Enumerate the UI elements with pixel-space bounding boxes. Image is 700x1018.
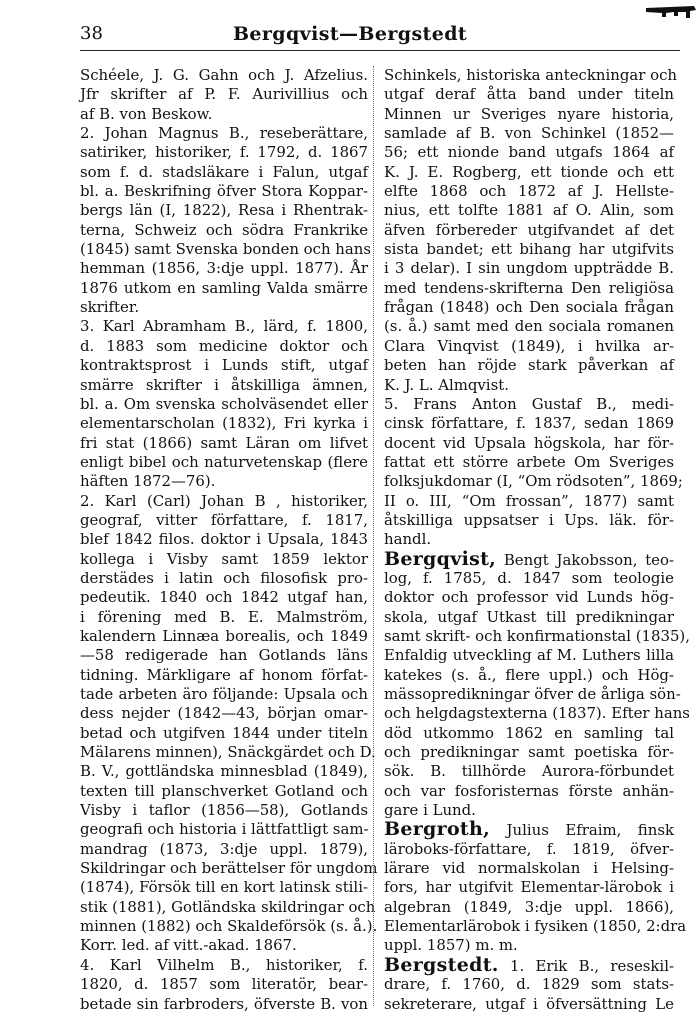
text-line bbox=[384, 511, 674, 530]
line-text: samlade af B. von Schinkel (1852— bbox=[384, 124, 674, 143]
line-text: beten han röjde stark påverkan af bbox=[384, 356, 674, 375]
line-text: tade arbeten äro följande: Upsala och bbox=[80, 685, 368, 703]
text-line bbox=[80, 608, 368, 627]
text-line bbox=[384, 547, 674, 570]
text-line bbox=[384, 685, 681, 704]
line-text: Skildringar och berättelser för ungdom bbox=[80, 859, 378, 878]
text-line bbox=[384, 588, 674, 607]
line-text: elementarscholan (1832), Fri kyrka i bbox=[80, 414, 368, 433]
line-text: 2. Johan Magnus B., reseberättare, bbox=[80, 124, 368, 143]
text-line bbox=[80, 936, 368, 955]
line-text: cinsk författare, f. 1837, sedan 1869 bbox=[384, 414, 674, 433]
line-text: fors, har utgifvit Elementar-lärobok i bbox=[384, 878, 674, 897]
text-line bbox=[80, 182, 368, 201]
line-text: blef 1842 filos. doktor i Upsala, 1843 bbox=[80, 530, 368, 549]
line-text: som f. d. stadsläkare i Falun, utgaf bbox=[80, 162, 368, 181]
text-line bbox=[80, 801, 368, 820]
line-text: Jfr skrifter af P. F. Aurivillius och bbox=[80, 85, 368, 104]
line-text: skola, utgaf Utkast till predikningar bbox=[384, 607, 674, 626]
text-line bbox=[80, 762, 368, 781]
line-text: enligt bibel och naturvetenskap (flere bbox=[80, 452, 368, 471]
line-text: geografi och historia i lättfattligt sam- bbox=[80, 820, 369, 839]
line-text: häften 1872—76). bbox=[80, 472, 216, 491]
line-text: K. J. E. Rogberg, ett tionde och ett bbox=[384, 162, 674, 181]
text-line bbox=[80, 685, 368, 704]
line-text: Mälarens minnen), Snäckgärdet och D. bbox=[80, 743, 376, 762]
line-text: B. V., gottländska minnesblad (1849), bbox=[80, 762, 368, 781]
line-text: Minnen ur Sveriges nyare historia, bbox=[384, 104, 674, 123]
line-text: mandrag (1873, 3:dje uppl. 1879), bbox=[80, 839, 368, 858]
text-line bbox=[384, 240, 674, 259]
text-line bbox=[80, 317, 368, 336]
line-text: och predikningar samt poetiska för- bbox=[384, 743, 674, 762]
line-text: Korr. led. af vitt.-akad. 1867. bbox=[80, 936, 297, 955]
line-text: katekes (s. å., flere uppl.) och Hög- bbox=[384, 665, 674, 684]
text-line bbox=[80, 897, 376, 917]
text-line bbox=[80, 511, 368, 530]
running-head: Bergqvist—Bergstedt bbox=[232, 23, 468, 45]
text-line bbox=[384, 143, 674, 162]
line-text: dess nejder (1842—43, början omar- bbox=[80, 704, 368, 723]
text-line bbox=[80, 376, 368, 395]
text-line bbox=[384, 898, 674, 917]
text-line bbox=[384, 626, 690, 646]
line-text: 1. Erik B., reseskil- bbox=[498, 956, 674, 975]
line-text: hemman (1856, 3:dje uppl. 1877). År bbox=[80, 259, 368, 278]
line-text: (1874), Försök till en kort latinsk stili- bbox=[80, 878, 368, 897]
line-text: pedeutik. 1840 och 1842 utgaf han, bbox=[80, 588, 368, 607]
line-text: algebran (1849, 3:dje uppl. 1866), bbox=[384, 897, 674, 916]
line-text: 3. Karl Abramham B., lärd, f. 1800, bbox=[80, 317, 368, 336]
text-line bbox=[80, 143, 368, 162]
text-line bbox=[80, 995, 368, 1014]
line-text: Enfaldig utveckling af M. Luthers lilla bbox=[384, 646, 674, 665]
text-line bbox=[384, 105, 674, 124]
text-line bbox=[384, 878, 674, 897]
text-line bbox=[384, 975, 674, 994]
line-text: åtskilliga uppsatser i Ups. läk. för- bbox=[384, 510, 674, 529]
text-line bbox=[80, 627, 368, 646]
line-text: nius, ett tolfte 1881 af O. Alin, som bbox=[384, 201, 674, 220]
line-text: mässopredikningar öfver de årliga sön- bbox=[384, 685, 681, 703]
line-text: i 3 delar). I sin ungdom uppträdde B. bbox=[384, 259, 674, 278]
text-line bbox=[80, 530, 368, 549]
text-line bbox=[80, 472, 368, 491]
text-line bbox=[384, 840, 674, 859]
text-line bbox=[80, 105, 368, 124]
line-text: 56; ett nionde band utgafs 1864 af bbox=[384, 143, 674, 162]
corner-ink-mark bbox=[640, 2, 700, 22]
text-line bbox=[80, 704, 368, 723]
text-line bbox=[80, 646, 368, 665]
line-text: tidning. Märkligare af honom förfat- bbox=[80, 665, 368, 684]
line-text: fattat ett större arbete Om Sveriges bbox=[384, 452, 674, 471]
text-line bbox=[384, 666, 674, 685]
line-text: skrifter. bbox=[80, 298, 140, 317]
line-text: äfven förbereder utgifvandet af det bbox=[384, 220, 674, 239]
text-line bbox=[80, 453, 368, 472]
line-text: frågan (1848) och Den sociala frågan bbox=[384, 298, 674, 317]
text-line bbox=[384, 395, 674, 414]
line-text: sök. B. tillhörde Aurora-förbundet bbox=[384, 762, 674, 781]
text-line bbox=[80, 279, 368, 298]
text-line bbox=[384, 762, 674, 781]
line-text: Elementarlärobok i fysiken (1850, 2:dra bbox=[384, 917, 687, 936]
entry-headword: Bergstedt. bbox=[384, 953, 499, 976]
text-line bbox=[384, 317, 674, 336]
text-line bbox=[80, 85, 368, 104]
line-text: satiriker, historiker, f. 1792, d. 1867 bbox=[80, 143, 368, 162]
line-text: geograf, vitter författare, f. 1817, bbox=[80, 510, 368, 529]
line-text: död utkommo 1862 en samling tal bbox=[384, 723, 674, 742]
line-text: betad och utgifven 1844 under titeln bbox=[80, 723, 368, 742]
entry-headword: Bergroth, bbox=[384, 818, 491, 841]
line-text: d. 1883 som medicine doktor och bbox=[80, 336, 368, 355]
text-line bbox=[80, 743, 376, 762]
line-text: kollega i Visby samt 1859 lektor bbox=[80, 549, 368, 568]
text-line bbox=[80, 163, 368, 182]
text-line bbox=[384, 492, 674, 511]
line-text: bl. a. Beskrifning öfver Stora Koppar- bbox=[80, 182, 368, 201]
text-line bbox=[80, 588, 368, 607]
line-text: bergs län (I, 1822), Resa i Rhentrak- bbox=[80, 201, 368, 220]
page-number: 38 bbox=[80, 23, 103, 44]
text-line bbox=[80, 337, 368, 356]
right-column bbox=[384, 66, 690, 1014]
text-line bbox=[80, 956, 368, 975]
text-line bbox=[80, 820, 368, 839]
line-text: elfte 1868 och 1872 af J. Hellste- bbox=[384, 182, 674, 201]
line-text: kontraktsprost i Lunds stift, utgaf bbox=[80, 356, 368, 375]
text-line bbox=[80, 975, 368, 994]
text-line bbox=[80, 492, 368, 511]
line-text: II o. III, “Om frossan”, 1877) samt bbox=[384, 491, 674, 510]
line-text: log, f. 1785, d. 1847 som teologie bbox=[384, 568, 674, 587]
line-text: sekreterare, utgaf i öfversättning Le bbox=[384, 994, 674, 1013]
text-line bbox=[384, 859, 674, 878]
line-text: 1876 utkom en samling Valda smärre bbox=[80, 278, 368, 297]
text-line bbox=[384, 743, 674, 762]
column-divider bbox=[373, 66, 374, 1006]
line-text: Visby i taflor (1856—58), Gotlands bbox=[80, 801, 368, 820]
text-line bbox=[384, 124, 674, 143]
line-text: 5. Frans Anton Gustaf B., medi- bbox=[384, 394, 674, 413]
text-line bbox=[384, 608, 674, 627]
line-text: docent vid Upsala högskola, har för- bbox=[384, 433, 674, 452]
line-text: terna, Schweiz och södra Frankrike bbox=[80, 220, 368, 239]
line-text: sista bandet; ett bihang har utgifvits bbox=[384, 240, 674, 259]
line-text: och helgdagstexterna (1837). Efter hans bbox=[384, 704, 690, 723]
text-line bbox=[384, 376, 674, 395]
text-line bbox=[80, 66, 368, 85]
text-line bbox=[384, 414, 674, 433]
text-line bbox=[80, 221, 368, 240]
text-line bbox=[384, 356, 674, 375]
text-line bbox=[384, 453, 674, 472]
text-line bbox=[384, 569, 674, 588]
line-text: bl. a. Om svenska scholväsendet eller bbox=[80, 394, 368, 413]
text-line bbox=[80, 298, 368, 317]
line-text: (1845) samt Svenska bonden och hans bbox=[80, 240, 371, 259]
line-text: K. J. L. Almqvist. bbox=[384, 375, 509, 394]
header-rule bbox=[80, 50, 680, 51]
line-text: samt skrift- och konfirmationstal (1835), bbox=[384, 626, 690, 645]
line-text: Clara Vinqvist (1849), i hvilka ar- bbox=[384, 336, 674, 355]
entry-headword: Bergqvist, bbox=[384, 547, 497, 570]
text-line bbox=[80, 201, 368, 220]
line-text: texten till planschverket Gotland och bbox=[80, 781, 368, 800]
text-line bbox=[384, 820, 674, 839]
text-line bbox=[80, 124, 368, 143]
line-text: med tendens-skrifterna Den religiösa bbox=[384, 278, 674, 297]
text-line bbox=[384, 259, 674, 278]
text-line bbox=[80, 414, 368, 433]
text-line bbox=[80, 434, 368, 453]
text-line bbox=[384, 163, 674, 182]
line-text: gare i Lund. bbox=[384, 801, 476, 820]
line-text: stik (1881), Gotländska skildringar och bbox=[80, 897, 376, 916]
text-line bbox=[384, 182, 674, 201]
line-text: Bengt Jakobsson, teo- bbox=[496, 550, 674, 569]
page-header bbox=[0, 0, 700, 50]
line-text: fri stat (1866) samt Läran om lifvet bbox=[80, 433, 368, 452]
text-line bbox=[80, 666, 368, 685]
line-text: 2. Karl (Carl) Johan B , historiker, bbox=[80, 491, 368, 510]
line-text: i förening med B. E. Malmström, bbox=[80, 607, 368, 626]
text-line bbox=[384, 704, 690, 723]
left-column bbox=[80, 66, 378, 1014]
text-line bbox=[80, 550, 368, 569]
line-text: smärre skrifter i åtskilliga ämnen, bbox=[80, 375, 368, 394]
text-line bbox=[384, 434, 674, 453]
text-line bbox=[80, 724, 368, 743]
text-line bbox=[384, 995, 674, 1014]
text-line bbox=[384, 201, 674, 220]
text-line bbox=[80, 569, 368, 588]
text-line bbox=[80, 782, 368, 801]
text-line bbox=[80, 859, 378, 878]
line-text: uppl. 1857) m. m. bbox=[384, 936, 518, 955]
line-text: handl. bbox=[384, 530, 432, 549]
text-line bbox=[384, 337, 674, 356]
line-text: Julius Efraim, finsk bbox=[490, 821, 674, 840]
line-text: —58 redigerade han Gotlands läns bbox=[80, 646, 368, 665]
line-text: lärare vid normalskolan i Helsing- bbox=[384, 859, 674, 878]
text-line bbox=[384, 298, 674, 317]
line-text: 1820, d. 1857 som literatör, bear- bbox=[80, 975, 368, 994]
text-line bbox=[384, 66, 678, 85]
text-line bbox=[384, 221, 674, 240]
text-line bbox=[384, 646, 674, 665]
text-line bbox=[80, 395, 368, 414]
line-text: minnen (1882) och Skaldeförsök (s. å.). bbox=[80, 917, 378, 936]
text-line bbox=[384, 472, 683, 491]
line-text: (s. å.) samt med den sociala romanen bbox=[384, 317, 674, 336]
text-line bbox=[384, 953, 674, 976]
line-text: af B. von Beskow. bbox=[80, 104, 213, 123]
line-text: doktor och professor vid Lunds hög- bbox=[384, 588, 674, 607]
line-text: 4. Karl Vilhelm B., historiker, f. bbox=[80, 955, 368, 974]
line-text: betade sin farbroders, öfverste B. von bbox=[80, 994, 368, 1013]
text-line bbox=[384, 85, 674, 104]
line-text: drare, f. 1760, d. 1829 som stats- bbox=[384, 975, 674, 994]
text-line bbox=[80, 240, 371, 259]
text-line bbox=[384, 724, 674, 743]
text-line bbox=[80, 917, 378, 936]
line-text: folksjukdomar (I, “Om rödsoten”, 1869; bbox=[384, 472, 683, 491]
line-text: Schinkels, historiska anteckningar och bbox=[384, 66, 678, 84]
line-text: Schéele, J. G. Gahn och J. Afzelius. bbox=[80, 66, 368, 84]
text-line bbox=[80, 259, 368, 278]
line-text: kalendern Linnæa borealis, och 1849 bbox=[80, 626, 368, 645]
line-text: derstädes i latin och filosofisk pro- bbox=[80, 568, 368, 587]
text-line bbox=[80, 840, 368, 859]
line-text: utgaf deraf åtta band under titeln bbox=[384, 85, 674, 104]
text-line bbox=[384, 917, 687, 936]
text-line bbox=[80, 878, 368, 897]
text-line bbox=[80, 356, 368, 375]
text-line bbox=[384, 782, 674, 801]
text-line bbox=[384, 279, 674, 298]
line-text: och var fosforisternas förste anhän- bbox=[384, 781, 674, 800]
line-text: läroboks-författare, f. 1819, öfver- bbox=[384, 839, 674, 858]
